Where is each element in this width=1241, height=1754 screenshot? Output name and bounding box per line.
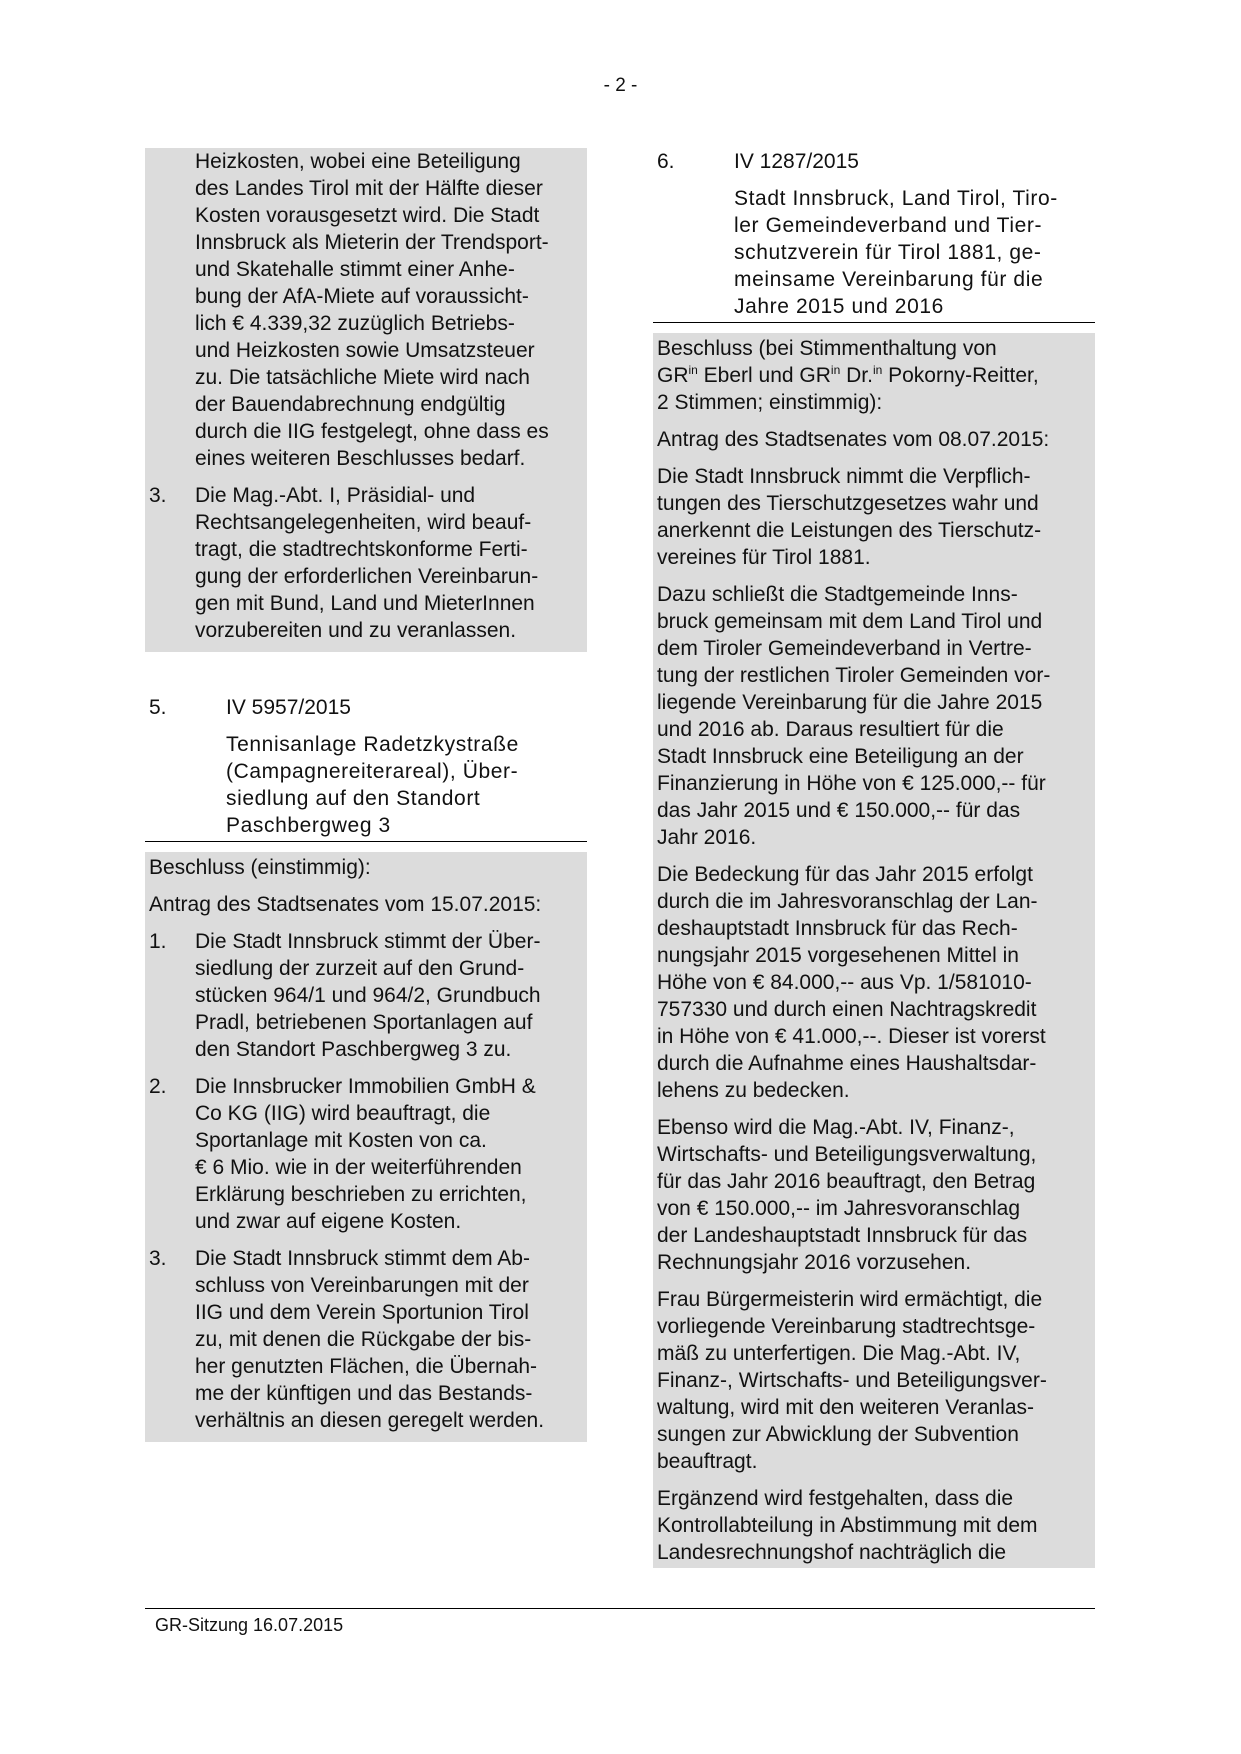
text-line: Co KG (IIG) wird beauftragt, die xyxy=(195,1102,491,1125)
text-line: durch die im Jahresvoranschlag der Lan- xyxy=(657,890,1038,913)
text-line: Frau Bürgermeisterin wird ermächtigt, die xyxy=(657,1288,1043,1311)
text-line: Finanz-, Wirtschafts- und Beteiligungsver- xyxy=(657,1369,1047,1392)
section-reference: IV 5957/2015 xyxy=(226,696,351,719)
text-line: den Standort Paschbergweg 3 zu. xyxy=(195,1038,512,1061)
text-line: tragt, die stadtrechtskonforme Ferti- xyxy=(195,538,528,561)
item-number: 2. xyxy=(149,1075,167,1098)
continuation-text xyxy=(149,148,583,472)
superscript: in xyxy=(830,363,841,377)
text-line: vorzubereiten und zu veranlassen. xyxy=(195,619,517,642)
left-column xyxy=(145,148,587,652)
text-line: Höhe von € 84.000,-- aus Vp. 1/581010- xyxy=(657,971,1032,994)
text-line: Die Mag.-Abt. I, Präsidial- und xyxy=(195,484,476,507)
text-line: bung der AfA-Miete auf voraussicht- xyxy=(195,285,529,308)
text-line: des Landes Tirol mit der Hälfte dieser xyxy=(195,177,543,200)
item-text xyxy=(195,482,583,644)
paragraph xyxy=(657,581,1091,851)
text-line: mäß zu unterfertigen. Die Mag.-Abt. IV, xyxy=(657,1342,1021,1365)
text-line: der Bauendabrechnung endgültig xyxy=(195,393,506,416)
text-line: lich € 4.339,32 zuzüglich Betriebs- xyxy=(195,312,515,335)
superscript: in xyxy=(872,363,883,377)
text-line: Rechtsangelegenheiten, wird beauf- xyxy=(195,511,532,534)
page-number: - 2 - xyxy=(603,75,638,96)
text-line: 757330 und durch einen Nachtragskredit xyxy=(657,998,1037,1021)
text-line: verhältnis an diesen geregelt werden. xyxy=(195,1409,545,1432)
text-line: stücken 964/1 und 964/2, Grundbuch xyxy=(195,984,541,1007)
text-line: Stadt Innsbruck eine Beteiligung an der xyxy=(657,745,1024,768)
item-text xyxy=(195,1245,583,1434)
text-line: Beschluss (bei Stimmenthaltung von xyxy=(657,337,997,360)
text-line: IIG und dem Verein Sportunion Tirol xyxy=(195,1301,529,1324)
list-item xyxy=(149,928,583,1063)
text-line: nungsjahr 2015 vorgesehenen Mittel in xyxy=(657,944,1019,967)
superscript: in xyxy=(688,363,698,377)
text-line: und zwar auf eigene Kosten. xyxy=(195,1210,462,1233)
text-line: (Campagnereiterareal), Über- xyxy=(226,760,519,783)
text-line: Ergänzend wird festgehalten, dass die xyxy=(657,1487,1014,1510)
text-line: durch die IIG festgelegt, ohne dass es xyxy=(195,420,549,443)
text-line: deshauptstadt Innsbruck für das Rech- xyxy=(657,917,1018,940)
text-line: siedlung auf den Standort xyxy=(226,787,481,810)
continuation-block xyxy=(145,148,587,652)
text-line: Erklärung beschrieben zu errichten, xyxy=(195,1183,527,1206)
text-line: bruck gemeinsam mit dem Land Tirol und xyxy=(657,610,1043,633)
text-fragment: GR xyxy=(657,364,689,387)
paragraph xyxy=(657,1114,1091,1276)
text-line: für das Jahr 2016 beauftragt, den Betrag xyxy=(657,1170,1036,1193)
text-line: meinsame Vereinbarung für die xyxy=(734,268,1044,291)
item-number: 3. xyxy=(149,1247,167,1270)
text-line: vereines für Tirol 1881. xyxy=(657,546,871,569)
text-fragment: Dr. xyxy=(840,364,873,387)
text-line: gung der erforderlichen Vereinbarun- xyxy=(195,565,539,588)
text-line: und Skatehalle stimmt einer Anhe- xyxy=(195,258,515,281)
section-reference: IV 1287/2015 xyxy=(734,150,859,173)
text-line: anerkennt die Leistungen des Tierschutz- xyxy=(657,519,1042,542)
text-line: Die Stadt Innsbruck stimmt dem Ab- xyxy=(195,1247,530,1270)
text-line: sungen zur Abwicklung der Subvention xyxy=(657,1423,1019,1446)
text-line: Ebenso wird die Mag.-Abt. IV, Finanz-, xyxy=(657,1116,1015,1139)
text-line: Sportanlage mit Kosten von ca. xyxy=(195,1129,487,1152)
text-line: Rechnungsjahr 2016 vorzusehen. xyxy=(657,1251,972,1274)
text-line: Jahre 2015 und 2016 xyxy=(734,295,944,318)
text-line: Kontrollabteilung in Abstimmung mit dem xyxy=(657,1514,1038,1537)
text-line: vorliegende Vereinbarung stadtrechtsge- xyxy=(657,1315,1036,1338)
footer-text: GR-Sitzung 16.07.2015 xyxy=(155,1615,344,1635)
text-line: Dazu schließt die Stadtgemeinde Inns- xyxy=(657,583,1018,606)
text-line: lehens zu bedecken. xyxy=(657,1079,850,1102)
text-line: und Heizkosten sowie Umsatzsteuer xyxy=(195,339,535,362)
section-heading xyxy=(145,694,587,721)
text-line xyxy=(657,362,1091,389)
text-line: Die Stadt Innsbruck stimmt der Über- xyxy=(195,930,541,953)
text-line: Wirtschafts- und Beteiligungsverwaltung, xyxy=(657,1143,1037,1166)
text-line: ler Gemeindeverband und Tier- xyxy=(734,214,1043,237)
resolution-block xyxy=(653,333,1095,1568)
text-line: waltung, wird mit den weiteren Veranlas- xyxy=(657,1396,1035,1419)
list-item xyxy=(149,1073,583,1235)
section-6 xyxy=(653,148,1095,1568)
text-line: Landesrechnungshof nachträglich die xyxy=(657,1541,1007,1564)
item-text xyxy=(195,928,583,1063)
resolution-label xyxy=(657,335,1091,416)
text-line: Innsbruck als Mieterin der Trendsport- xyxy=(195,231,549,254)
text-line: schutzverein für Tirol 1881, ge- xyxy=(734,241,1042,264)
motion-label: Antrag des Stadtsenates vom 08.07.2015: xyxy=(657,428,1050,451)
text-line: schluss von Vereinbarungen mit der xyxy=(195,1274,529,1297)
text-line: Die Innsbrucker Immobilien GmbH & xyxy=(195,1075,536,1098)
text-line: Pradl, betriebenen Sportanlagen auf xyxy=(195,1011,533,1034)
text-line: Die Bedeckung für das Jahr 2015 erfolgt xyxy=(657,863,1033,886)
paragraph xyxy=(657,861,1091,1104)
section-number: 6. xyxy=(657,150,675,173)
text-line: in Höhe von € 41.000,--. Dieser ist vorerst xyxy=(657,1025,1046,1048)
text-line: Die Stadt Innsbruck nimmt die Verpflich- xyxy=(657,465,1031,488)
item-text xyxy=(195,1073,583,1235)
text-line: das Jahr 2015 und € 150.000,-- für das xyxy=(657,799,1021,822)
text-line: tung der restlichen Tiroler Gemeinden vor- xyxy=(657,664,1051,687)
section-heading xyxy=(653,148,1095,175)
text-line: zu, mit denen die Rückgabe der bis- xyxy=(195,1328,532,1351)
text-fragment: Pokorny-Reitter, xyxy=(882,364,1039,387)
text-line: der Landeshauptstadt Innsbruck für das xyxy=(657,1224,1028,1247)
text-line: Jahr 2016. xyxy=(657,826,757,849)
text-line: zu. Die tatsächliche Miete wird nach xyxy=(195,366,530,389)
text-line: Tennisanlage Radetzkystraße xyxy=(226,733,519,756)
resolution-label: Beschluss (einstimmig): xyxy=(149,856,371,879)
section-subject xyxy=(653,185,1095,323)
text-line: und 2016 ab. Daraus resultiert für die xyxy=(657,718,1004,741)
text-line: beauftragt. xyxy=(657,1450,758,1473)
text-line: Stadt Innsbruck, Land Tirol, Tiro- xyxy=(734,187,1058,210)
text-fragment: Eberl und GR xyxy=(697,364,831,387)
text-line: siedlung der zurzeit auf den Grund- xyxy=(195,957,525,980)
paragraph xyxy=(657,1485,1091,1566)
resolution-block xyxy=(145,852,587,1442)
text-line: Kosten vorausgesetzt wird. Die Stadt xyxy=(195,204,540,227)
text-line: durch die Aufnahme eines Haushaltsdar- xyxy=(657,1052,1037,1075)
paragraph xyxy=(657,1286,1091,1475)
text-line: dem Tiroler Gemeindeverband in Vertre- xyxy=(657,637,1032,660)
footer-divider xyxy=(145,1608,1095,1609)
text-line: tungen des Tierschutzgesetzes wahr und xyxy=(657,492,1039,515)
paragraph xyxy=(657,463,1091,571)
section-5 xyxy=(145,694,587,1442)
text-line: gen mit Bund, Land und MieterInnen xyxy=(195,592,535,615)
item-number: 1. xyxy=(149,930,167,953)
text-line: von € 150.000,-- im Jahresvoranschlag xyxy=(657,1197,1021,1220)
text-line: liegende Vereinbarung für die Jahre 2015 xyxy=(657,691,1043,714)
text-line: Paschbergweg 3 xyxy=(226,814,391,837)
text-line: eines weiteren Beschlusses bedarf. xyxy=(195,447,526,470)
motion-label: Antrag des Stadtsenates vom 15.07.2015: xyxy=(149,893,542,916)
list-item xyxy=(149,1245,583,1434)
text-line: € 6 Mio. wie in der weiterführenden xyxy=(195,1156,522,1179)
text-line: 2 Stimmen; einstimmig): xyxy=(657,391,883,414)
list-item xyxy=(149,482,583,644)
text-line: her genutzten Flächen, die Übernah- xyxy=(195,1355,538,1378)
text-line: me der künftigen und das Bestands- xyxy=(195,1382,533,1405)
section-number: 5. xyxy=(149,696,167,719)
text-line: Heizkosten, wobei eine Beteiligung xyxy=(195,150,521,173)
item-number: 3. xyxy=(149,484,167,507)
section-subject xyxy=(145,731,587,842)
text-line: Finanzierung in Höhe von € 125.000,-- für xyxy=(657,772,1046,795)
